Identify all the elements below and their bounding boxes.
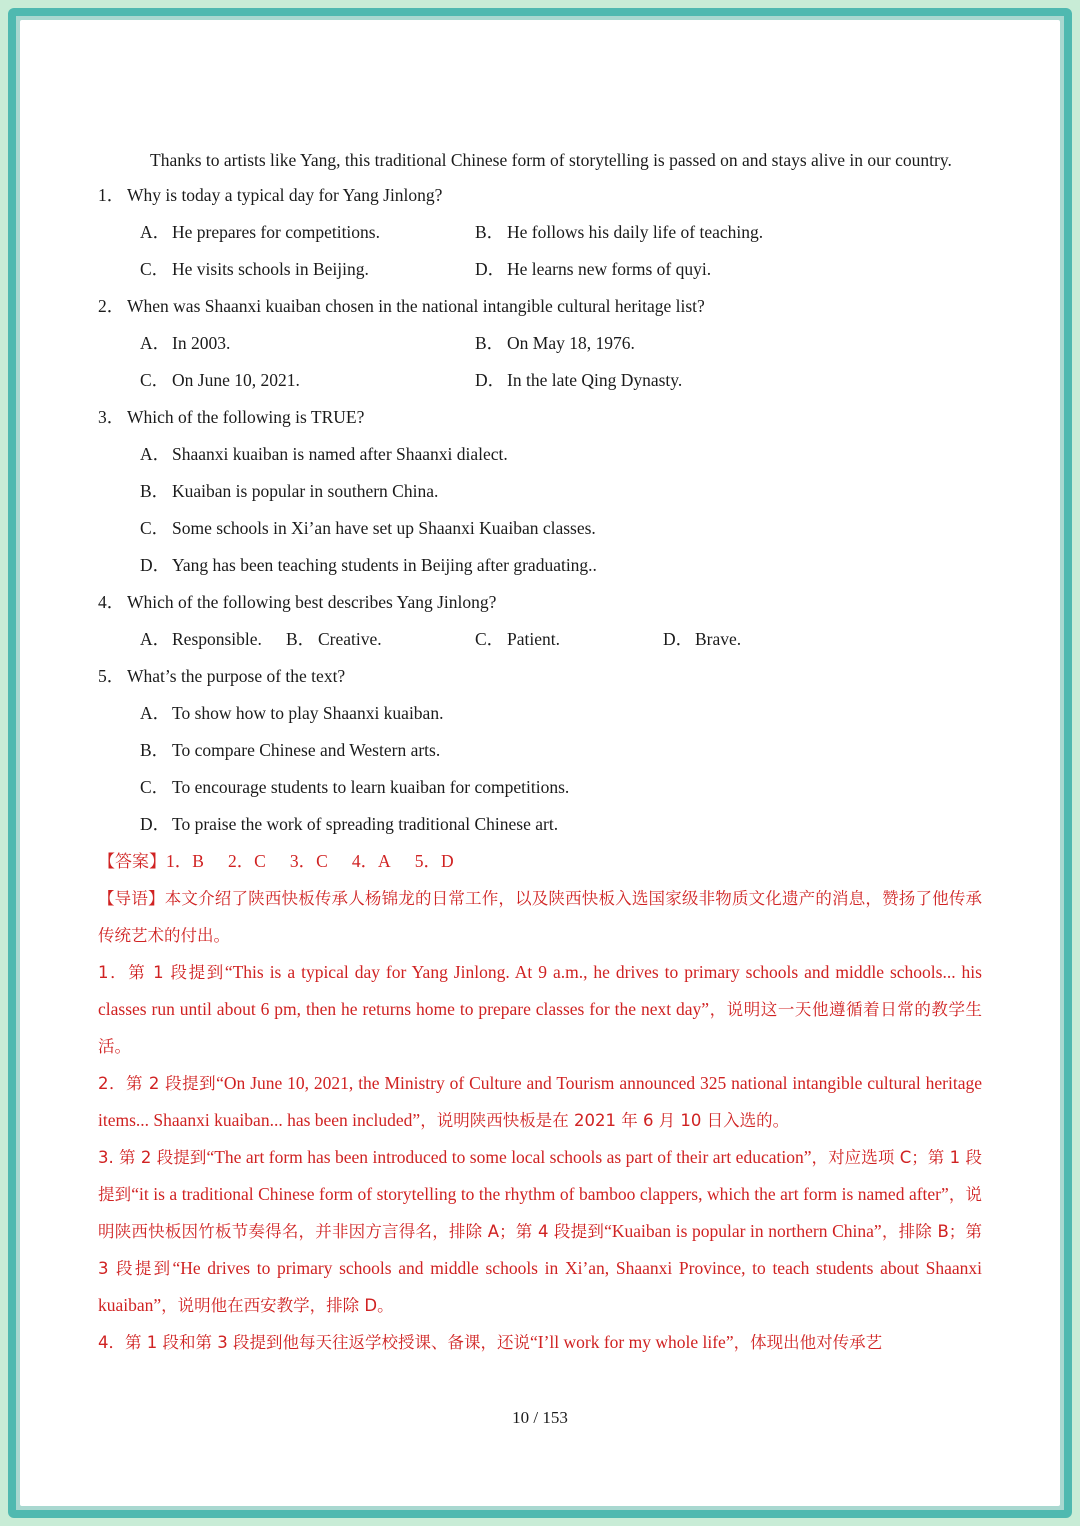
options-row [98, 510, 982, 547]
answer-item: 3．C [289, 851, 328, 871]
options-row [98, 436, 982, 473]
option-a: A． In 2003. [140, 333, 231, 353]
question-1 [98, 177, 982, 214]
question-text: When was Shaanxi kuaiban chosen in the national intangible cultural heritage list? [127, 296, 705, 316]
explanation-4: 4．第 1 段和第 3 段提到他每天往返学校授课、备课，还说“I’ll work for my whole life”，体现出他对传承艺 [98, 1332, 883, 1352]
page-content [98, 144, 982, 1361]
explanation-1: 1．第 1 段提到“This is a typical day for Yang Jinlong. At 9 a.m., he drives to primary schools and middle schools... his classes run until about 6 pm, then he returns home to prepare classes for the next day”，说明这一天他遵循着日常的教学生活。 [98, 962, 983, 1056]
answer-item: 5．D [414, 851, 454, 871]
option-a: A． To show how to play Shaanxi kuaiban. [140, 703, 444, 723]
options-row [98, 732, 982, 769]
question-number: 4． [98, 592, 125, 612]
intro-paragraph: Thanks to artists like Yang, this traditional Chinese form of storytelling is passed on and stays alive in our country. [150, 150, 952, 170]
option-a: A． Shaanxi kuaiban is named after Shaanxi dialect. [140, 444, 508, 464]
guide-tag: 【导语】 [98, 889, 165, 908]
question-number: 1． [98, 185, 125, 205]
option-a: A． He prepares for competitions. [140, 222, 380, 242]
option-d: D． In the late Qing Dynasty. [475, 370, 683, 390]
options-row [98, 547, 982, 584]
option-a: A． Responsible. [140, 629, 262, 649]
option-b: B． On May 18, 1976. [475, 333, 635, 353]
question-text: What’s the purpose of the text? [127, 666, 346, 686]
explanation-3: 3. 第 2 段提到“The art form has been introduced to some local schools as part of their art education”，对应选项 C；第 1 段提到“it is a traditional Chinese form of storytelling to the rhythm of bamboo clappers, which the art form is named after”，说明陕西快板因竹板节奏得名，并非因方言得名，排除 A；第 4 段提到“Kuaiban is popular in northern China”，排除 B；第 3 段提到“He drives to primary schools and middle schools in Xi’an, Shaanxi Province, to teach students about Shaanxi kuaiban”，说明他在西安教学，排除 D。 [98, 1147, 983, 1315]
options-row [98, 621, 982, 658]
option-c: C． He visits schools in Beijing. [140, 259, 369, 279]
guide-text: 本文介绍了陕西快板传承人杨锦龙的日常工作，以及陕西快板入选国家级非物质文化遗产的消息，赞扬了他传承传统艺术的付出。 [98, 889, 983, 945]
question-5 [98, 658, 982, 695]
option-d: D． Yang has been teaching students in Beijing after graduating.. [140, 555, 597, 575]
document-page [20, 20, 1060, 1506]
options-row [98, 695, 982, 732]
option-c: C． Some schools in Xi’an have set up Shaanxi Kuaiban classes. [140, 518, 596, 538]
options-row [98, 473, 982, 510]
option-d: D． To praise the work of spreading traditional Chinese art. [140, 814, 559, 834]
option-d: D． He learns new forms of quyi. [475, 259, 712, 279]
question-text: Which of the following is TRUE? [127, 407, 365, 427]
question-4 [98, 584, 982, 621]
option-b: B． Kuaiban is popular in southern China. [140, 481, 439, 501]
options-row [98, 362, 982, 399]
options-row [98, 251, 982, 288]
answer-key [98, 843, 982, 880]
option-b: B． To compare Chinese and Western arts. [140, 740, 441, 760]
answer-item: 1．B [166, 851, 204, 871]
answer-item: 2．C [227, 851, 266, 871]
question-3 [98, 399, 982, 436]
explanation-2: 2．第 2 段提到“On June 10, 2021, the Ministry of Culture and Tourism announced 325 national intangible cultural heritage items... Shaanxi kuaiban... has been included”，说明陕西快板是在 2021 年 6 月 10 日入选的。 [98, 1073, 982, 1130]
option-c: C． On June 10, 2021. [140, 370, 300, 390]
option-c: C． Patient. [475, 629, 560, 649]
question-text: Why is today a typical day for Yang Jinlong? [127, 185, 443, 205]
question-number: 3． [98, 407, 125, 427]
question-text: Which of the following best describes Yang Jinlong? [127, 592, 497, 612]
page-number: 10 / 153 [512, 1408, 568, 1427]
answer-item: 4．A [351, 851, 391, 871]
question-number: 2． [98, 296, 125, 316]
option-c: C． To encourage students to learn kuaiban for competitions. [140, 777, 570, 797]
answer-tag: 【答案】 [98, 852, 166, 872]
options-row [98, 214, 982, 251]
options-row [98, 325, 982, 362]
option-d: D． Brave. [663, 629, 742, 649]
guide-paragraph [98, 880, 982, 954]
option-b: B． He follows his daily life of teaching. [475, 222, 764, 242]
option-b: B． Creative. [286, 629, 382, 649]
question-number: 5． [98, 666, 125, 686]
options-row [98, 806, 982, 843]
options-row [98, 769, 982, 806]
question-2 [98, 288, 982, 325]
